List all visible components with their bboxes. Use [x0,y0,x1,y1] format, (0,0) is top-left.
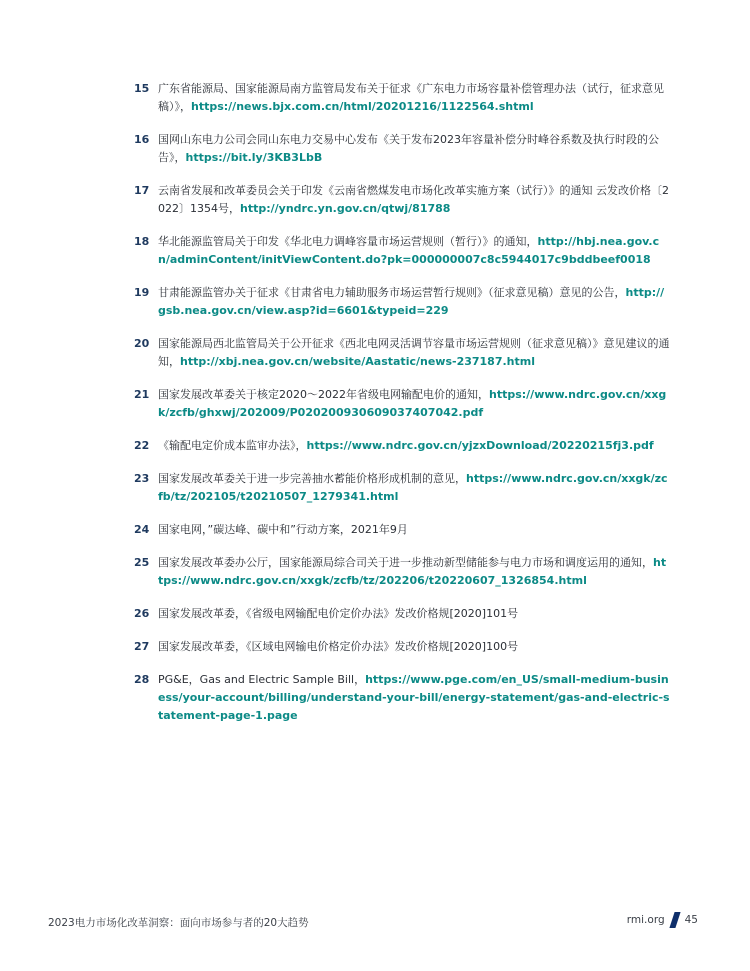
reference-number: 24 [134,523,150,536]
reference-text: 国家发展改革委关于核定2020～2022年省级电网输配电价的通知， [158,388,489,401]
reference-item [0,671,750,725]
reference-number: 20 [134,337,150,350]
reference-item [0,521,750,539]
reference-item [0,80,750,116]
reference-link[interactable]: http://gsb.nea.gov.cn/view.asp?id=6601&typeid=229 [158,286,665,317]
reference-text: 国家发展改革委，《区域电网输电价格定价办法》发改价格规[2020]100号 [158,640,519,653]
reference-item [0,182,750,218]
reference-link[interactable]: http://yndrc.yn.gov.cn/qtwj/81788 [240,202,451,215]
reference-link[interactable]: https://www.ndrc.gov.cn/xxgk/zcfb/ghxwj/202009/P020200930609037407042.pdf [158,388,667,419]
reference-text: 国家发展改革委办公厅，国家能源局综合司关于进一步推动新型储能参与电力市场和调度运用的通知， [158,556,653,569]
reference-number: 27 [134,640,150,653]
reference-number: 22 [134,439,150,452]
reference-item [0,470,750,506]
reference-link[interactable]: https://www.ndrc.gov.cn/xxgk/zcfb/tz/202105/t20210507_1279341.html [158,472,668,503]
reference-list [0,80,750,740]
reference-number: 17 [134,184,150,197]
reference-link[interactable]: https://www.ndrc.gov.cn/xxgk/zcfb/tz/202206/t20220607_1326854.html [158,556,667,587]
reference-item [0,386,750,422]
reference-number: 28 [134,673,150,686]
reference-number: 21 [134,388,150,401]
footer-page-info [627,912,698,928]
reference-link[interactable]: http://hbj.nea.gov.cn/adminContent/initViewContent.do?pk=000000007c8c5944017c9bddbeef0018 [158,235,660,266]
reference-link[interactable]: https://news.bjx.com.cn/html/20201216/1122564.shtml [191,100,534,113]
reference-link[interactable]: https://bit.ly/3KB3LbB [185,151,323,164]
reference-number: 23 [134,472,150,485]
reference-number: 18 [134,235,150,248]
reference-item [0,437,750,455]
reference-item [0,554,750,590]
reference-link[interactable]: http://xbj.nea.gov.cn/website/Aastatic/news-237187.html [180,355,535,368]
reference-text: 《输配电定价成本监审办法》， [158,439,307,452]
reference-text: 国家发展改革委关于进一步完善抽水蓄能价格形成机制的意见， [158,472,466,485]
reference-text: 云南省发展和改革委员会关于印发《云南省燃煤发电市场化改革实施方案（试行）》的通知 云发改价格〔2022〕1354号， [158,184,669,215]
page-number: 45 [684,914,698,926]
reference-text: 国家电网，”碳达峰、碳中和”行动方案，2021年9月 [158,523,408,536]
reference-number: 19 [134,286,150,299]
reference-item [0,284,750,320]
reference-item [0,605,750,623]
reference-text: 华北能源监管局关于印发《华北电力调峰容量市场运营规则（暂行）》的通知， [158,235,538,248]
reference-number: 15 [134,82,150,95]
slash-icon [669,912,680,928]
reference-text: 国网山东电力公司会同山东电力交易中心发布《关于发布2023年容量补偿分时峰谷系数及执行时段的公告》， [158,133,659,164]
reference-number: 16 [134,133,150,146]
footer-site[interactable]: rmi.org [626,914,665,926]
reference-item [0,335,750,371]
reference-link[interactable]: https://www.pge.com/en_US/small-medium-business/your-account/billing/understand-your-bill/energy-statement/gas-and-electric-statement-page-1.page [158,673,670,722]
reference-item [0,131,750,167]
reference-text: PG&E，Gas and Electric Sample Bill， [158,673,366,686]
reference-number: 26 [134,607,150,620]
reference-number: 25 [134,556,150,569]
reference-item [0,638,750,656]
reference-text: 国家发展改革委，《省级电网输配电价定价办法》发改价格规[2020]101号 [158,607,519,620]
reference-text: 广东省能源局、国家能源局南方监管局发布关于征求《广东电力市场容量补偿管理办法（试行，征求意见稿）》， [158,82,664,113]
reference-text: 国家能源局西北监管局关于公开征求《西北电网灵活调节容量市场运营规则（征求意见稿）》意见建议的通知， [158,337,670,368]
footer-title: 2023电力市场化改革洞察：面向市场参与者的20大趋势 [48,917,309,929]
reference-text: 甘肃能源监管办关于征求《甘肃省电力辅助服务市场运营暂行规则》（征求意见稿）意见的公告， [158,286,626,299]
reference-item [0,233,750,269]
reference-link[interactable]: https://www.ndrc.gov.cn/yjzxDownload/20220215fj3.pdf [306,439,654,452]
